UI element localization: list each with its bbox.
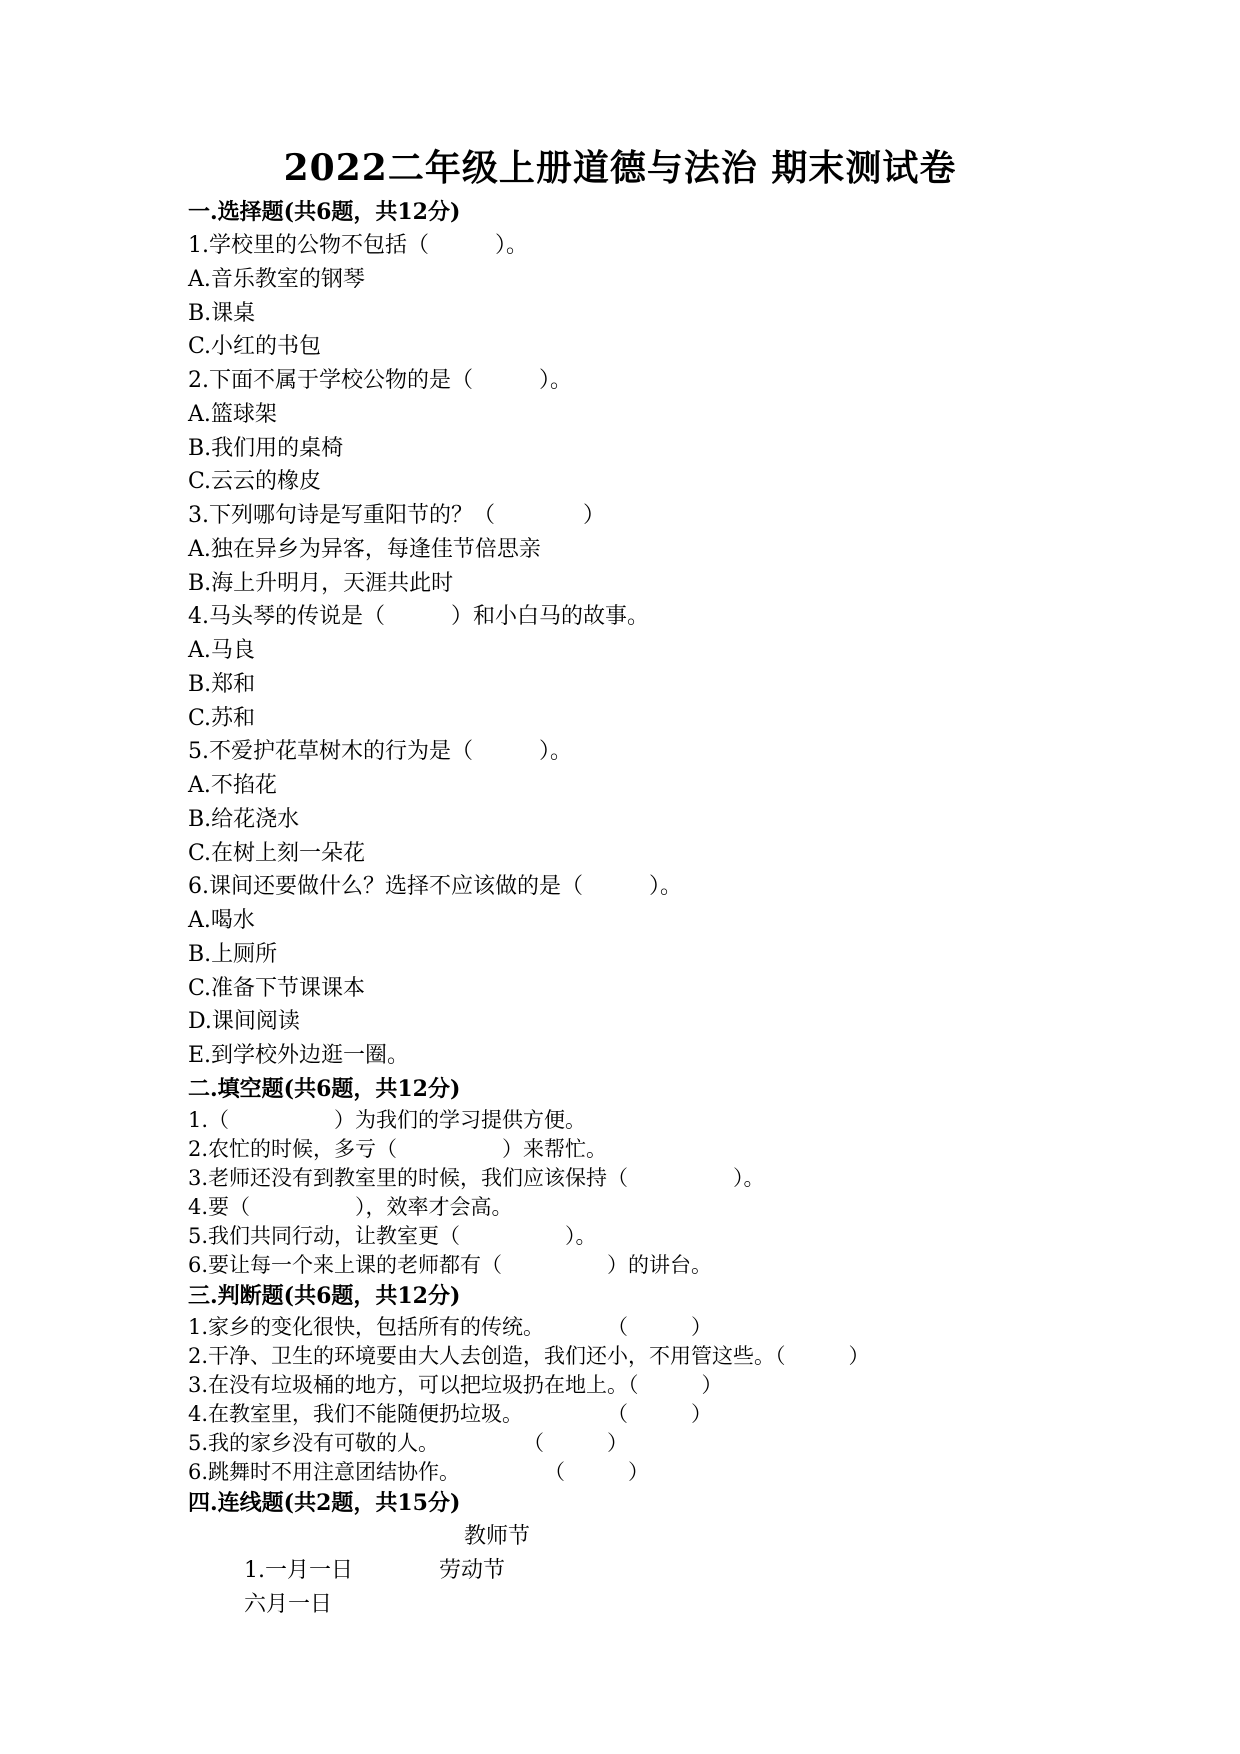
section-heading: 三.判断题(共6题，共12分) (188, 1282, 461, 1309)
question-line: 6.要让每一个来上课的老师都有（ ）的讲台。 (188, 1252, 713, 1277)
matching-right-item: 劳动节 (439, 1557, 506, 1583)
page-title: 2022二年级上册道德与法治 期末测试卷 (283, 147, 957, 189)
question-line: 2.下面不属于学校公物的是（ ）。 (188, 368, 572, 393)
option-line: C.苏和 (188, 705, 256, 731)
option-line: A.马良 (188, 638, 255, 663)
question-line: 1.学校里的公物不包括（ ）。 (188, 233, 528, 258)
option-line: A.篮球架 (188, 401, 277, 427)
matching-row (188, 1554, 1188, 1617)
question-line: 1.（ ）为我们的学习提供方便。 (188, 1107, 587, 1132)
question-line: 5.我的家乡没有可敬的人。 （ ） (188, 1430, 629, 1455)
section-matching (188, 1487, 1188, 1617)
question-line: 1.家乡的变化很快，包括所有的传统。 （ ） (188, 1314, 713, 1339)
question-line: 4.马头琴的传说是（ ）和小白马的故事。 (188, 604, 649, 630)
section-heading: 四.连线题(共2题，共15分) (188, 1489, 461, 1516)
question-line: 3.老师还没有到教室里的时候，我们应该保持（ ）。 (188, 1165, 765, 1190)
question-line: 3.下列哪句诗是写重阳节的？（ ） (188, 503, 605, 528)
option-line: A.音乐教室的钢琴 (188, 266, 365, 292)
question-line: 5.我们共同行动，让教室更（ ）。 (188, 1223, 597, 1248)
option-line: E.到学校外边逛一圈。 (188, 1043, 410, 1068)
question-line: 4.在教室里，我们不能随便扔垃圾。 （ ） (188, 1401, 713, 1426)
section-multiple-choice (188, 196, 1188, 1073)
option-line: D.课间阅读 (188, 1009, 300, 1035)
option-line: A.喝水 (188, 908, 255, 933)
question-line: 6.课间还要做什么？选择不应该做的是（ ）。 (188, 874, 682, 900)
question-line: 5.不爱护花草树木的行为是（ ）。 (188, 739, 572, 765)
option-line: B.上厕所 (188, 941, 278, 967)
option-line: C.云云的橡皮 (188, 469, 322, 495)
option-line: B.给花浇水 (188, 806, 300, 832)
option-line: C.准备下节课课本 (188, 975, 366, 1001)
question-line: 3.在没有垃圾桶的地方，可以把垃圾扔在地上。（ ） (188, 1372, 723, 1397)
section-heading: 二.填空题(共6题，共12分) (188, 1075, 461, 1102)
matching-left-item: 1.一月一日 (243, 1557, 353, 1583)
question-line: 2.农忙的时候，多亏（ ）来帮忙。 (188, 1136, 608, 1161)
option-line: C.小红的书包 (188, 334, 322, 360)
option-line: A.不掐花 (188, 773, 277, 798)
question-line: 6.跳舞时不用注意团结协作。 （ ） (188, 1459, 650, 1484)
option-line: B.海上升明月，天涯共此时 (188, 570, 454, 596)
matching-left-item: 六月一日 (243, 1591, 332, 1617)
section-true-false (188, 1280, 1188, 1487)
question-line: 4.要（ ），效率才会高。 (188, 1194, 513, 1219)
option-line: B.我们用的桌椅 (188, 435, 344, 461)
question-line: 2.干净、卫生的环境要由大人去创造，我们还小，不用管这些。（ ） (188, 1343, 870, 1368)
option-line: B.郑和 (188, 671, 256, 697)
option-line: C.在树上刻一朵花 (188, 840, 366, 866)
section-heading: 一.选择题(共6题，共12分) (188, 199, 461, 225)
option-line: A.独在异乡为异客，每逢佳节倍思亲 (188, 536, 541, 562)
matching-right-item: 教师节 (464, 1523, 531, 1549)
exam-content (188, 196, 1188, 1617)
section-fill-blank (188, 1073, 1188, 1280)
option-line: B.课桌 (188, 300, 256, 326)
